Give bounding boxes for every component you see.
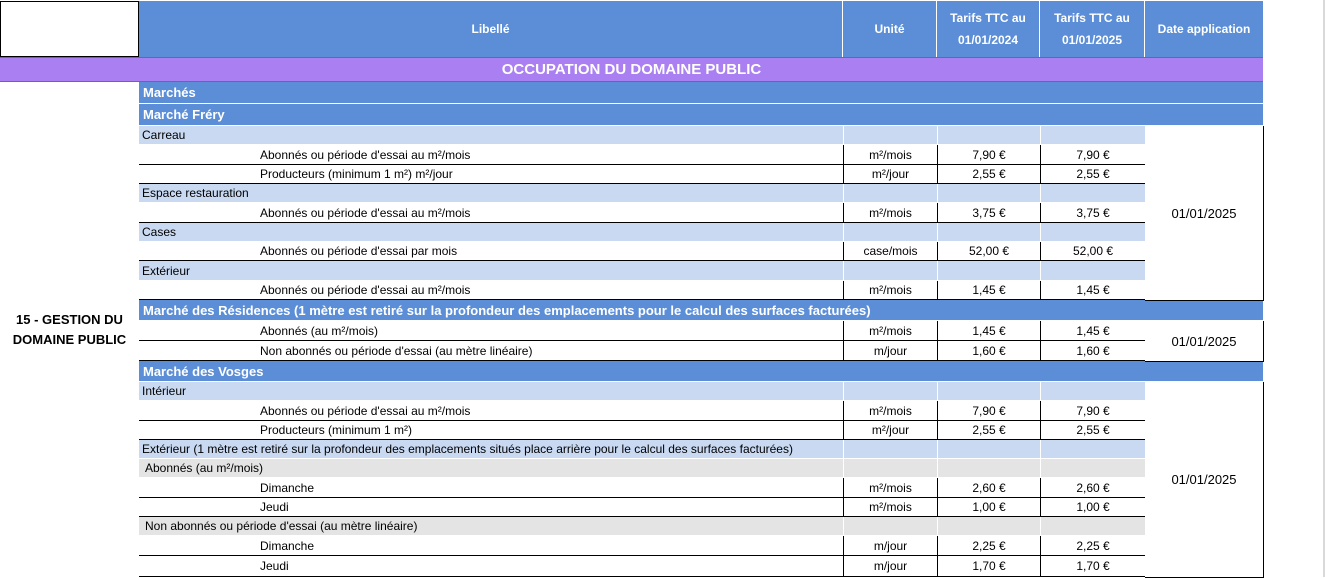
row-label: Jeudi xyxy=(139,498,843,517)
row-tarif-2024: 1,45 € xyxy=(937,281,1040,300)
market-section-header: Marché Fréry xyxy=(139,104,1263,126)
subsection-filler xyxy=(1040,459,1145,478)
row-tarif-2024: 1,45 € xyxy=(937,321,1040,341)
row-tarif-2024: 7,90 € xyxy=(937,401,1040,421)
row-tarif-2024: 2,55 € xyxy=(937,165,1040,184)
market-section-header: Marché des Résidences (1 mètre est retiré sur la profondeur des emplacements pour le calcul des surfaces facturées) xyxy=(139,300,1263,321)
header-unite: Unité xyxy=(843,1,937,57)
row-unit: m²/mois xyxy=(843,281,937,300)
row-unit: m²/mois xyxy=(843,478,937,498)
row-tarif-2025: 2,25 € xyxy=(1040,536,1145,556)
row-tarif-2024: 3,75 € xyxy=(937,203,1040,223)
subsection-header: Espace restauration xyxy=(139,184,1145,203)
subsection-filler xyxy=(937,261,1040,281)
subsection-filler xyxy=(843,517,937,536)
row-tarif-2025: 1,45 € xyxy=(1040,281,1145,300)
row-tarif-2025: 1,60 € xyxy=(1040,341,1145,361)
header-libelle: Libellé xyxy=(139,1,843,57)
subsection-header: Carreau xyxy=(139,126,1145,145)
row-label: Abonnés ou période d'essai au m²/mois xyxy=(139,145,843,165)
row-label: Dimanche xyxy=(139,478,843,498)
corner-cell xyxy=(0,1,139,57)
row-tarif-2025: 2,55 € xyxy=(1040,165,1145,184)
subsection-header: Intérieur xyxy=(139,382,1145,401)
market-section-header: Marchés xyxy=(139,82,1263,104)
category-header: Abonnés (au m²/mois) xyxy=(139,459,1145,478)
subsection-filler xyxy=(1040,261,1145,281)
subsection-filler xyxy=(1040,184,1145,203)
row-tarif-2025: 1,00 € xyxy=(1040,498,1145,517)
subsection-header: Extérieur xyxy=(139,261,1145,281)
row-label: Abonnés ou période d'essai au m²/mois xyxy=(139,281,843,300)
subsection-filler xyxy=(937,223,1040,242)
row-tarif-2024: 52,00 € xyxy=(937,242,1040,261)
subsection-filler xyxy=(1040,440,1145,459)
row-unit: m²/mois xyxy=(843,401,937,421)
subsection-filler xyxy=(843,382,937,401)
row-tarif-2025: 52,00 € xyxy=(1040,242,1145,261)
subsection-filler xyxy=(1040,126,1145,145)
row-label: Abonnés ou période d'essai par mois xyxy=(139,242,843,261)
subsection-filler xyxy=(843,261,937,281)
row-tarif-2025: 1,70 € xyxy=(1040,556,1145,577)
header-tarif-2025: Tarifs TTC au 01/01/2025 xyxy=(1040,1,1145,57)
row-tarif-2025: 7,90 € xyxy=(1040,145,1145,165)
section-title: OCCUPATION DU DOMAINE PUBLIC xyxy=(0,57,1263,82)
subsection-filler xyxy=(843,440,937,459)
row-unit: case/mois xyxy=(843,242,937,261)
subsection-filler xyxy=(843,459,937,478)
market-section-header: Marché des Vosges xyxy=(139,361,1263,382)
header-tarif-2024: Tarifs TTC au 01/01/2024 xyxy=(937,1,1040,57)
row-unit: m²/mois xyxy=(843,498,937,517)
row-label: Abonnés ou période d'essai au m²/mois xyxy=(139,401,843,421)
row-label: Jeudi xyxy=(139,556,843,577)
row-unit: m²/mois xyxy=(843,321,937,341)
row-label: Dimanche xyxy=(139,536,843,556)
domain-label: 15 - GESTION DU DOMAINE PUBLIC xyxy=(0,82,140,577)
subsection-filler xyxy=(937,440,1040,459)
subsection-filler xyxy=(843,184,937,203)
row-tarif-2024: 2,55 € xyxy=(937,421,1040,440)
row-unit: m/jour xyxy=(843,536,937,556)
row-tarif-2025: 1,45 € xyxy=(1040,321,1145,341)
row-label: Producteurs (minimum 1 m²) m²/jour xyxy=(139,165,843,184)
row-tarif-2025: 3,75 € xyxy=(1040,203,1145,223)
subsection-header: Cases xyxy=(139,223,1145,242)
date-application-1: 01/01/2025 xyxy=(1145,126,1264,301)
row-tarif-2024: 7,90 € xyxy=(937,145,1040,165)
row-label: Producteurs (minimum 1 m²) xyxy=(139,421,843,440)
row-unit: m²/jour xyxy=(843,165,937,184)
row-tarif-2024: 1,70 € xyxy=(937,556,1040,577)
row-unit: m²/mois xyxy=(843,145,937,165)
category-header: Non abonnés ou période d'essai (au mètre linéaire) xyxy=(139,517,1145,536)
date-application-2: 01/01/2025 xyxy=(1145,321,1264,362)
date-application-3: 01/01/2025 xyxy=(1145,382,1264,578)
row-unit: m²/jour xyxy=(843,421,937,440)
header-date-application: Date application xyxy=(1145,1,1263,57)
row-tarif-2025: 2,60 € xyxy=(1040,478,1145,498)
row-tarif-2025: 2,55 € xyxy=(1040,421,1145,440)
row-tarif-2025: 7,90 € xyxy=(1040,401,1145,421)
row-tarif-2024: 2,25 € xyxy=(937,536,1040,556)
subsection-filler xyxy=(843,126,937,145)
subsection-filler xyxy=(937,184,1040,203)
subsection-filler xyxy=(843,223,937,242)
subsection-filler xyxy=(1040,223,1145,242)
row-unit: m²/mois xyxy=(843,203,937,223)
subsection-filler xyxy=(937,126,1040,145)
row-tarif-2024: 1,60 € xyxy=(937,341,1040,361)
row-label: Abonnés (au m²/mois) xyxy=(139,321,843,341)
row-unit: m/jour xyxy=(843,341,937,361)
row-unit: m/jour xyxy=(843,556,937,577)
subsection-filler xyxy=(1040,517,1145,536)
subsection-filler xyxy=(937,459,1040,478)
subsection-filler xyxy=(937,382,1040,401)
row-tarif-2024: 1,00 € xyxy=(937,498,1040,517)
row-tarif-2024: 2,60 € xyxy=(937,478,1040,498)
row-label: Non abonnés ou période d'essai (au mètre linéaire) xyxy=(139,341,843,361)
subsection-header: Extérieur (1 mètre est retiré sur la profondeur des emplacements situés place arrière pour le calcul des surfaces facturées) xyxy=(139,440,1145,459)
subsection-filler xyxy=(937,517,1040,536)
subsection-filler xyxy=(1040,382,1145,401)
row-label: Abonnés ou période d'essai au m²/mois xyxy=(139,203,843,223)
